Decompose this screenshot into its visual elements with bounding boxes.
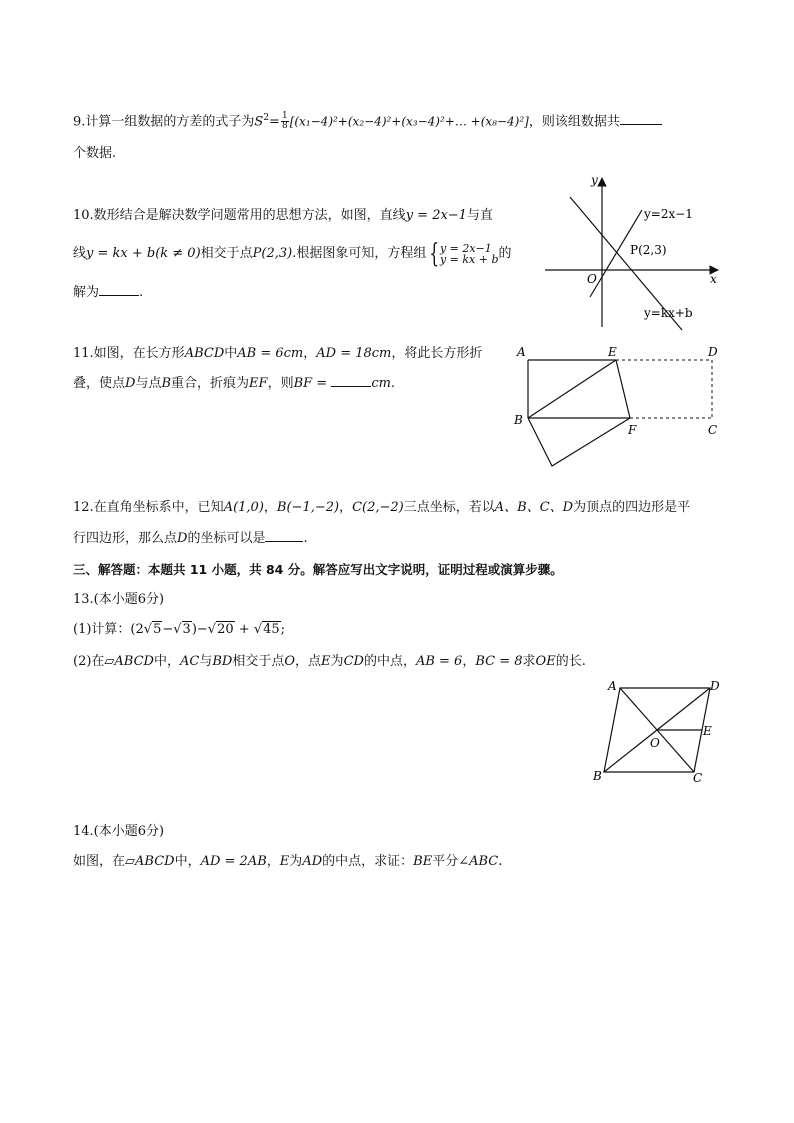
q10-text-f: 的	[498, 246, 512, 261]
q11-unit: cm.	[371, 376, 396, 391]
q11-ef: EF	[249, 376, 268, 391]
q10-text-e: .根据图象可知，方程组	[292, 246, 427, 261]
q11-b: B	[161, 376, 172, 391]
q13-p2-g: 的中点，	[363, 654, 416, 669]
q9-prefix: 9.计算一组数据的方差的式子为	[73, 114, 255, 130]
q12-text-a: 12.在直角坐标系中，已知	[73, 500, 224, 515]
q11-text-g: 重合，折痕为	[171, 376, 250, 391]
q10-text-d: 相交于点	[200, 246, 253, 261]
q10-text-a: 10.数形结合是解决数学问题常用的思想方法，如图，直线	[73, 208, 406, 223]
q11-text-h: ，则	[267, 376, 294, 391]
question-9	[73, 108, 662, 132]
q9-line2: 个数据.	[73, 146, 117, 161]
q13-o: O	[284, 654, 296, 669]
q11-text-b: 中	[224, 346, 238, 361]
q14-text-a: 如图，在	[73, 854, 126, 869]
q14-angle-abc: ∠ABC	[458, 854, 499, 869]
q14-text-f: 平分	[432, 854, 459, 869]
q10-eq2: y = kx + b(k ≠ 0)	[86, 246, 201, 261]
q13-p2-i: 求	[522, 654, 536, 669]
q13-p2-d: 相交于点	[232, 654, 285, 669]
q10-line3	[73, 282, 143, 303]
q12-answer-blank[interactable]	[265, 528, 303, 542]
q9-formula-lhs: S	[254, 114, 264, 130]
q13-label-b: B	[593, 769, 602, 783]
q10-line1-label: y=2x−1	[644, 207, 693, 221]
q9-formula-body: [(x₁−4)²+(x₂−4)²+(x₃−4)²+… +(x₈−4)²]	[289, 114, 529, 129]
q12-line1	[73, 498, 690, 518]
q11-rect: ABCD	[184, 346, 225, 361]
q12-text-e: 的坐标可以是	[187, 531, 266, 546]
q13-rad-3: 3	[182, 622, 191, 637]
q11-ad: AD = 18cm	[316, 346, 392, 361]
q13-p2-b: 中，	[153, 654, 180, 669]
q14-text-b: 中，	[174, 854, 201, 869]
q12-text-d: 行四边形，那么点	[73, 531, 178, 546]
q14-ad: AD	[302, 854, 323, 869]
q13-e: E	[321, 654, 331, 669]
q13-p2-f: 为	[330, 654, 344, 669]
q11-figure	[508, 340, 728, 472]
q13-p1-d: +	[234, 622, 254, 637]
q10-eq1: y = 2x−1	[405, 208, 467, 223]
q14-text-e: 的中点，求证：	[322, 854, 414, 869]
q12-sep-2: ，	[339, 500, 353, 515]
q13-label-a: A	[608, 679, 617, 693]
q14-e: E	[279, 854, 290, 869]
q13-ac: AC	[180, 654, 200, 669]
q10-graph	[540, 172, 730, 332]
q10-y-label: y	[591, 173, 598, 187]
q11-bf: BF =	[293, 376, 332, 391]
q13-rad-5: 5	[153, 622, 162, 637]
q12-point-b: B(−1,−2)	[276, 500, 340, 515]
q13-label-o: O	[650, 736, 660, 750]
q11-folded-flap	[528, 418, 630, 466]
q14-be: BE	[413, 854, 433, 869]
q11-label-f: F	[628, 423, 637, 437]
q9-frac-num: 1	[281, 111, 288, 122]
q13-bc: BC = 8	[475, 654, 523, 669]
q13-p1-a: (1)计算：(2	[73, 622, 144, 637]
q13-p2-j: 的长.	[555, 654, 586, 669]
q12-sep-1: ，	[263, 500, 277, 515]
q11-fold-ef	[616, 360, 630, 418]
q10-answer-blank[interactable]	[99, 282, 139, 296]
q11-text-e: 叠，使点	[73, 376, 126, 391]
q11-label-a: A	[517, 345, 526, 359]
q9-suffix: ，则该组数据共	[528, 114, 620, 130]
q10-text-h: .	[139, 285, 144, 300]
q11-d: D	[125, 376, 136, 391]
q12-point-c: C(2,−2)	[352, 500, 404, 515]
q13-cd: CD	[343, 654, 364, 669]
q13-part2	[73, 652, 586, 672]
q14-text-d: 为	[289, 854, 303, 869]
q12-point-a: A(1,0)	[223, 500, 264, 515]
q11-line-be	[528, 360, 616, 418]
q12-text-b: 三点坐标，若以	[403, 500, 495, 515]
q13-oe: OE	[535, 654, 556, 669]
q11-label-d: D	[708, 345, 718, 359]
q13-parallelogram: ▱ABCD	[104, 654, 154, 669]
q13-p2-h: ，	[462, 654, 476, 669]
q13-part1	[73, 620, 285, 640]
q13-title: 13.(本小题6分)	[73, 592, 165, 607]
q12-line2	[73, 528, 308, 549]
q13-label-e: E	[703, 724, 712, 738]
q10-line2	[73, 238, 512, 270]
q12-text-f: .	[303, 531, 308, 546]
q13-rad-45: 45	[263, 622, 280, 637]
q10-line1	[73, 206, 493, 226]
q13-figure	[588, 674, 728, 790]
q9-answer-blank[interactable]	[620, 111, 662, 125]
q13-p2-a: (2)在	[73, 654, 105, 669]
q14-parallelogram: ▱ABCD	[125, 854, 175, 869]
q10-x-label: x	[710, 272, 717, 286]
q9-fraction	[281, 112, 289, 131]
q11-text-d: ，将此长方形折	[391, 346, 483, 361]
q13-label-c: C	[693, 771, 703, 785]
q10-point-label: P(2,3)	[630, 243, 667, 257]
q9-frac-den: 8	[281, 121, 288, 132]
q13-p1-b: −	[162, 622, 174, 637]
q13-p2-c: 与	[199, 654, 213, 669]
q12-text-c: 为顶点的四边形是平	[573, 500, 691, 515]
q13-bd: BD	[212, 654, 233, 669]
q14-line	[73, 852, 502, 872]
q10-line2-label: y=kx+b	[644, 306, 693, 320]
q12-d: D	[177, 531, 188, 546]
q11-label-e: E	[608, 345, 617, 359]
q12-letters: A、B、C、D	[494, 500, 574, 515]
q14-text-g: .	[498, 854, 503, 869]
section-3-heading: 三、解答题：本题共 11 小题，共 84 分。解答应写出文字说明，证明过程或演算步骤。	[73, 562, 563, 577]
q10-sys-1: y = 2x−1	[439, 241, 492, 255]
q11-text-c: ，	[303, 346, 317, 361]
q11-label-b: B	[514, 413, 523, 427]
q10-system-brace: {	[429, 238, 440, 269]
q13-p1-e: ;	[280, 622, 286, 637]
q13-sqrt-5: √5	[143, 622, 162, 637]
q13-label-d: D	[710, 679, 720, 693]
q13-rad-20: 20	[217, 622, 234, 637]
q10-sys-2: y = kx + b	[439, 252, 499, 266]
q9-equals: =	[269, 114, 280, 130]
q13-sqrt-20: √20	[207, 622, 234, 637]
q10-origin-label: O	[587, 272, 597, 286]
q10-text-b: 与直	[466, 208, 493, 223]
q13-p2-e: ，点	[295, 654, 322, 669]
q11-text-a: 11.如图，在长方形	[73, 346, 185, 361]
q14-ad-2ab: AD = 2AB	[200, 854, 267, 869]
q10-system	[440, 243, 499, 265]
q9-formula-exp: 2	[263, 113, 270, 123]
q11-line1	[73, 344, 482, 364]
q13-p1-c: )−	[191, 622, 208, 637]
q11-line2	[73, 373, 395, 394]
q10-text-c: 线	[73, 246, 87, 261]
q11-ab: AB = 6cm	[237, 346, 304, 361]
q13-ab: AB = 6	[415, 654, 463, 669]
q11-label-c: C	[708, 423, 718, 437]
q10-point: P(2,3)	[252, 246, 293, 261]
q11-text-f: 与点	[135, 376, 162, 391]
q11-answer-blank[interactable]	[331, 373, 371, 387]
q14-title: 14.(本小题6分)	[73, 824, 165, 839]
q10-text-g: 解为	[73, 285, 100, 300]
q14-text-c: ，	[266, 854, 280, 869]
q13-sqrt-45: √45	[253, 622, 280, 637]
q13-sqrt-3: √3	[173, 622, 191, 637]
